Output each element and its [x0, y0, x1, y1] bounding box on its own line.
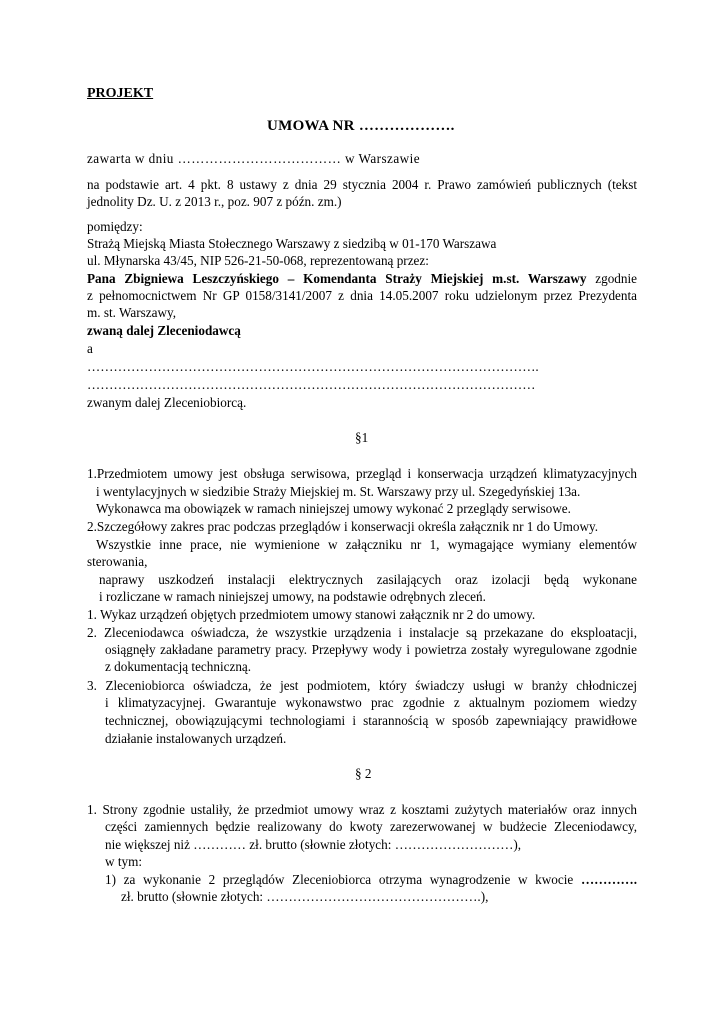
s1-line-8: i rozliczane w ramach niniejszej umowy, na podstawie odrębnych zleceń. [99, 589, 486, 604]
pomiedzy-label: pomiędzy: [87, 219, 143, 234]
s1-line-11: osiągnęły zakładane parametry pracy. Przepływy wody i powietrza zostały wyregulowane zgodnie [105, 642, 637, 657]
s2-line-3: nie większej niż ………… zł. brutto (słownie złotych: ………………………), [105, 837, 522, 852]
s2-line-2: części zamiennych będzie realizowany do kwoty zarezerwowanej w budżecie Zleceniodawcy, [105, 819, 637, 834]
zawarta-line: zawarta w dniu ……………………………… w Warszawie [87, 151, 421, 166]
client-name-line: Strażą Miejską Miasta Stołecznego Warszawy z siedzibą w 01-170 Warszawa [87, 236, 497, 251]
s2-line-4: w tym: [105, 854, 142, 869]
s2-line-5-text: 1) za wykonanie 2 przeglądów Zleceniobiorca otrzyma wynagrodzenie w kwocie [105, 872, 581, 887]
s1-line-12: z dokumentacją techniczną. [105, 659, 252, 674]
client-address-line: ul. Młynarska 43/45, NIP 526-21-50-068, reprezentowaną przez: [87, 253, 429, 268]
s1-line-2: i wentylacyjnych w siedzibie Straży Miejskiej m. St. Warszawy przy ul. Szegedyńskiej 13a. [96, 484, 581, 499]
s2-line-5 [105, 872, 637, 888]
contract-title: UMOWA NR ………………. [267, 118, 455, 134]
power-of-attorney-line: z pełnomocnictwem Nr GP 0158/3141/2007 z dnia 14.05.2007 roku udzielonym przez Prezydenta [87, 288, 637, 303]
section-1-heading: §1 [355, 430, 369, 445]
representative-line [87, 271, 637, 287]
s1-line-4: 2.Szczegółowy zakres prac podczas przeglądów i konserwacji określa załącznik nr 1 do Umowy. [87, 519, 599, 534]
s1-line-6: sterowania, [87, 554, 148, 569]
legal-basis-line-1: na podstawie art. 4 pkt. 8 ustawy z dnia 29 stycznia 2004 r. Prawo zamówień publicznych (tekst [87, 177, 637, 192]
a-label: a [87, 341, 93, 356]
legal-basis-line-2: jednolity Dz. U. z 2013 r., poz. 907 z późn. zm.) [87, 194, 342, 209]
contractor-dots-line-2: ………………………………………………………………………………………… [87, 377, 536, 392]
s1-line-13: 3. Zleceniobiorca oświadcza, że jest podmiotem, który świadczy usługi w branży chłodniczej [87, 678, 637, 693]
projekt-label: PROJEKT [87, 86, 154, 101]
representative-name: Pana Zbigniewa Leszczyńskiego – Komendanta Straży Miejskiej m.st. Warszawy [87, 271, 587, 286]
s2-line-6: zł. brutto (słownie złotych: ………………………………………….), [121, 889, 489, 904]
s2-line-1: 1. Strony zgodnie ustaliły, że przedmiot umowy wraz z kosztami zużytych materiałów oraz innych [87, 802, 637, 817]
mst-line: m. st. Warszawy, [87, 305, 177, 320]
s2-line-5-amount-dots: …………. [580, 872, 637, 887]
s1-line-5: Wszystkie inne prace, nie wymienione w załączniku nr 1, wymagające wymiany elementów [96, 537, 637, 552]
section-2-heading: § 2 [355, 766, 372, 781]
zleceniobiorca-label: zwanym dalej Zleceniobiorcą. [87, 395, 247, 410]
s1-line-9: 1. Wykaz urządzeń objętych przedmiotem umowy stanowi załącznik nr 2 do umowy. [87, 607, 536, 622]
s1-line-1: 1.Przedmiotem umowy jest obsługa serwisowa, przegląd i konserwacja urządzeń klimatyzacyjnych [87, 466, 637, 481]
s1-line-15: technicznej, obowiązującymi technologiami i starannością w sposób zapewniający prawidłowe [105, 713, 637, 728]
zleceniodawca-label: zwaną dalej Zleceniodawcą [87, 323, 241, 338]
representative-rest: zgodnie [586, 271, 637, 286]
s1-line-10: 2. Zleceniodawca oświadcza, że wszystkie urządzenia i instalacje są przekazane do eksploatacji, [87, 625, 637, 640]
contractor-dots-line-1: …………………………………………………………………………………………. [87, 359, 539, 374]
s1-line-3: Wykonawca ma obowiązek w ramach niniejszej umowy wykonać 2 przeglądy serwisowe. [96, 501, 571, 516]
s1-line-7: naprawy uszkodzeń instalacji elektrycznych zasilających oraz izolacji będą wykonane [99, 572, 637, 587]
s1-line-16: działanie instalowanych urządzeń. [105, 731, 287, 746]
s1-line-14: i klimatyzacyjnej. Gwarantuje wykonawstwo prac zgodnie z aktualnym poziomem wiedzy [105, 695, 637, 710]
